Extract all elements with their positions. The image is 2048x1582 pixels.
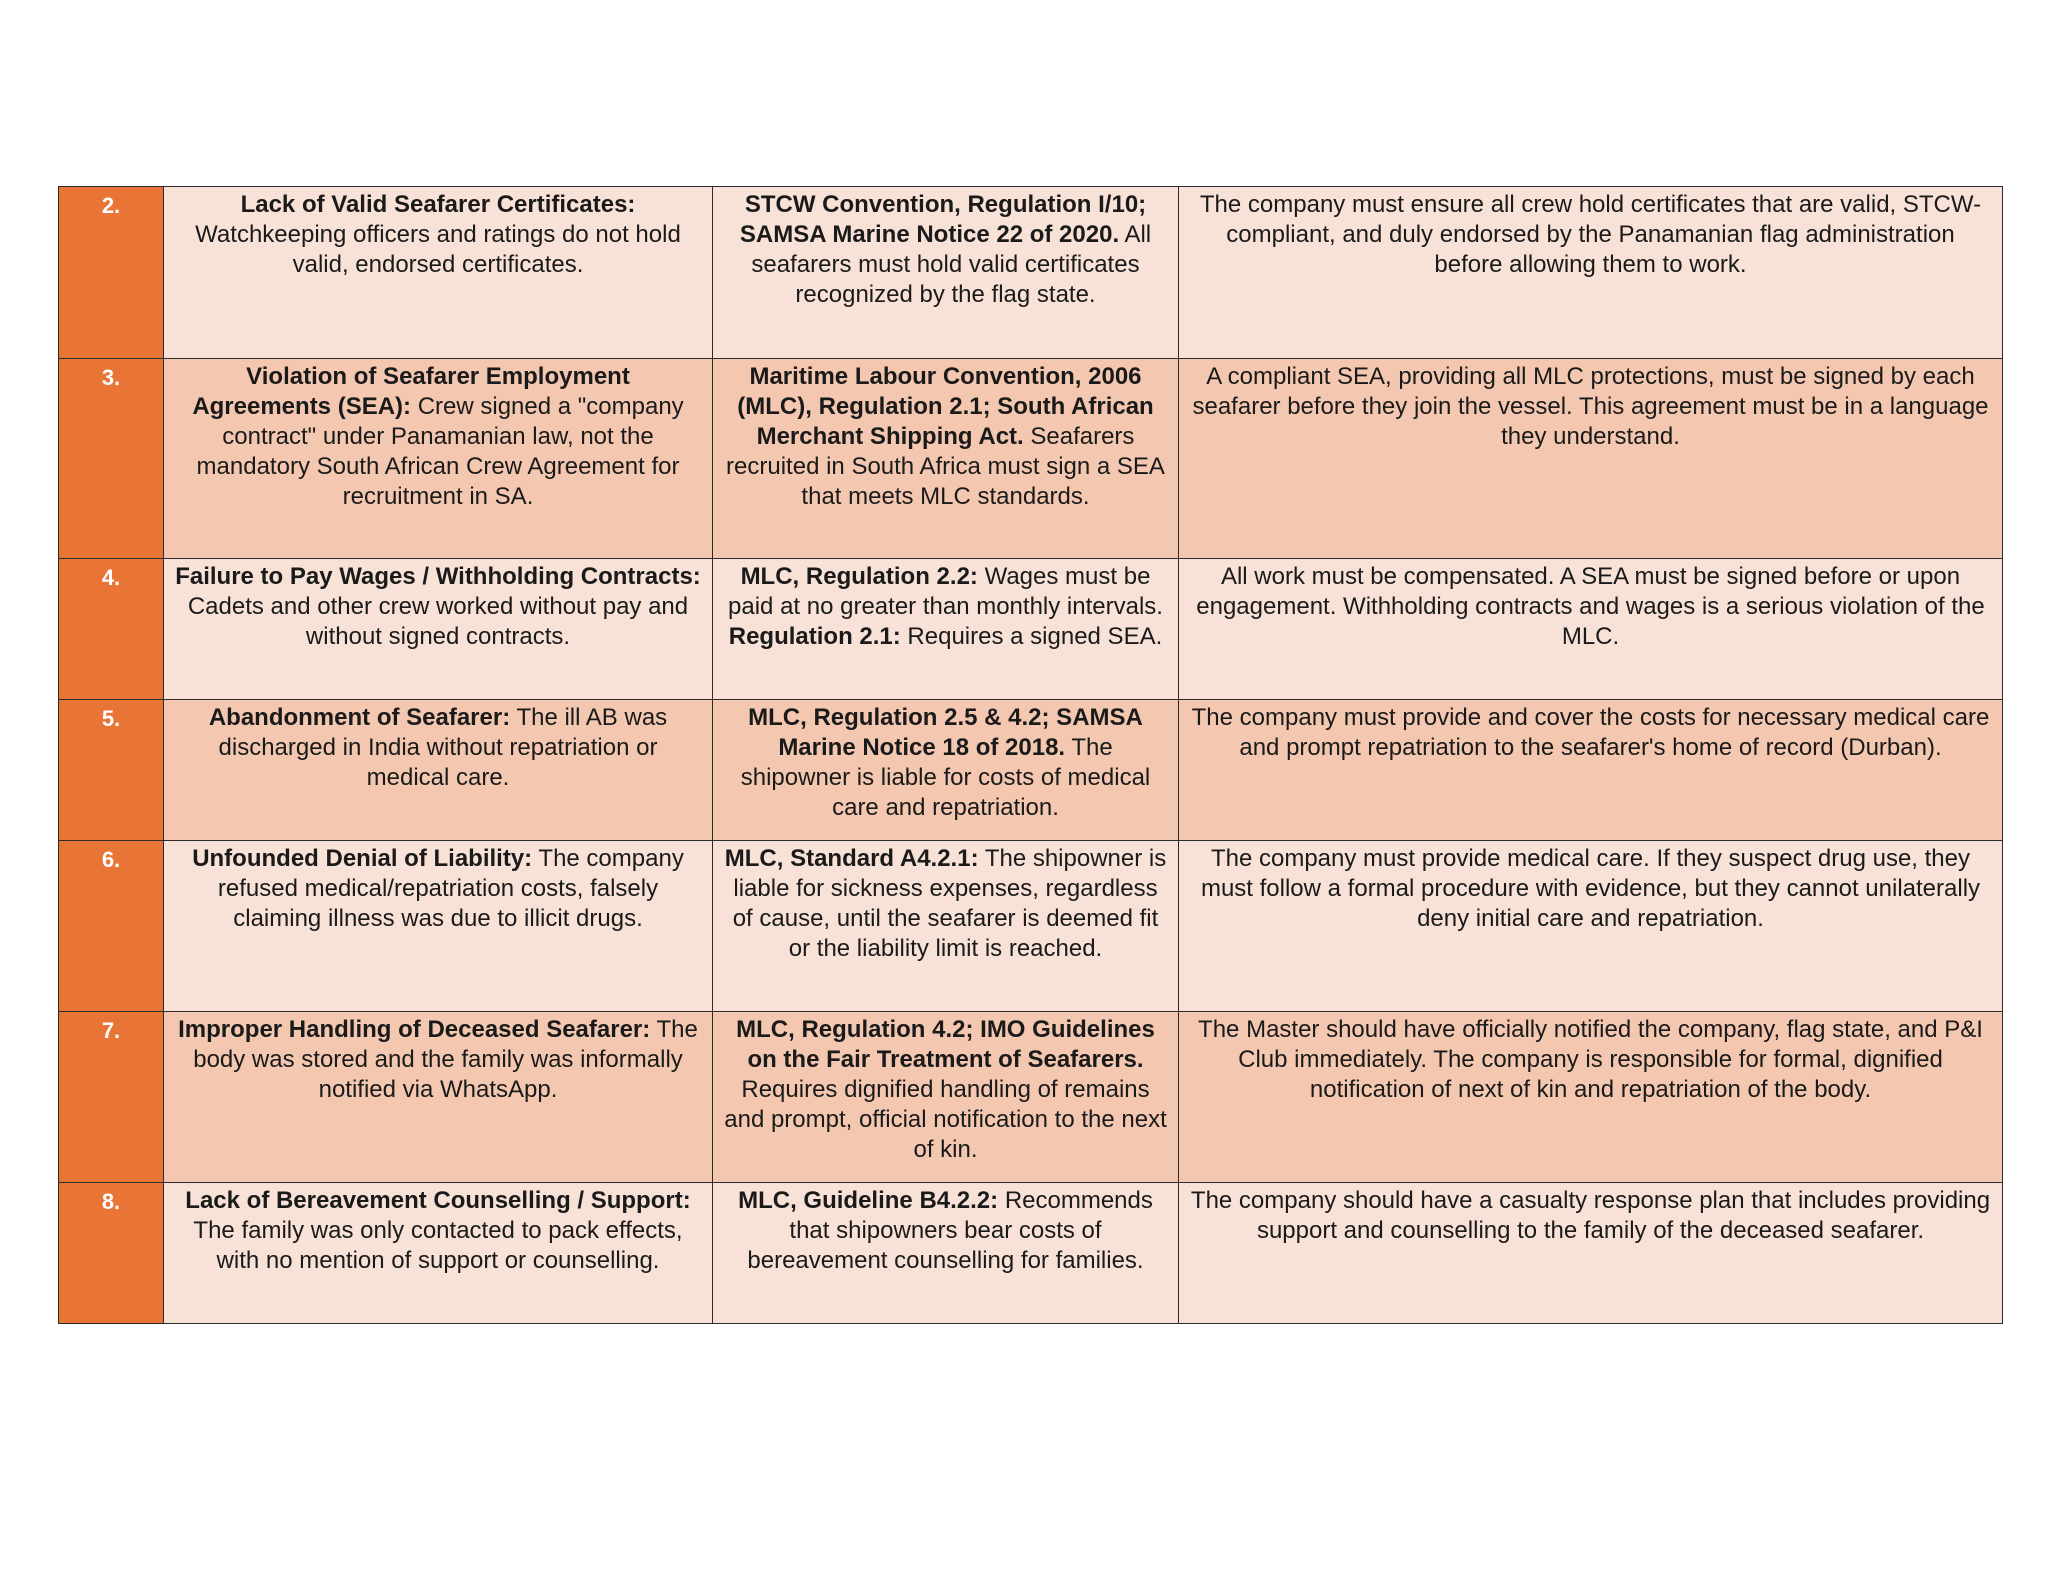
requirement-cell: The company must ensure all crew hold certificates that are valid, STCW-compliant, and duly endorsed by the Panamanian flag administration before allowing them to work. (1179, 187, 2003, 359)
law-reference: Maritime Labour Convention, 2006 (MLC), Regulation 2.1; South African Merchant Shipping Act. (737, 363, 1154, 450)
issue-text: The family was only contacted to pack effects, with no mention of support or counselling. (193, 1217, 683, 1274)
table-row (59, 359, 2003, 559)
issue-text: The body was stored and the family was informally notified via WhatsApp. (193, 1016, 698, 1103)
law-cell (713, 359, 1179, 559)
violations-table (58, 186, 2003, 1324)
row-number: 5. (59, 700, 164, 841)
table-row (59, 841, 2003, 1012)
row-number: 3. (59, 359, 164, 559)
law-text-2: Requires a signed SEA. (900, 623, 1163, 650)
law-reference: MLC, Regulation 2.5 & 4.2; SAMSA Marine Notice 18 of 2018. (748, 704, 1143, 761)
issue-title: Violation of Seafarer Employment Agreements (SEA): (192, 363, 630, 420)
issue-text: The company refused medical/repatriation costs, falsely claiming illness was due to illicit drugs. (217, 845, 684, 932)
law-reference-2: Regulation 2.1: (728, 623, 901, 650)
requirement-cell: The company must provide medical care. If they suspect drug use, they must follow a formal procedure with evidence, but they cannot unilaterally deny initial care and repatriation. (1179, 841, 2003, 1012)
law-cell (713, 1183, 1179, 1324)
issue-title: Lack of Valid Seafarer Certificates: (240, 191, 636, 218)
law-text: Wages must be paid at no greater than monthly intervals. (728, 563, 1163, 620)
law-cell (713, 700, 1179, 841)
requirement-cell: The company must provide and cover the costs for necessary medical care and prompt repatriation to the seafarer's home of record (Durban). (1179, 700, 2003, 841)
issue-title: Improper Handling of Deceased Seafarer: (178, 1016, 651, 1043)
table-row (59, 187, 2003, 359)
issue-text: Crew signed a "company contract" under Panamanian law, not the mandatory South African Crew Agreement for recruitment in SA. (196, 393, 684, 510)
row-number: 7. (59, 1012, 164, 1183)
table-row (59, 700, 2003, 841)
law-text: The shipowner is liable for sickness expenses, regardless of cause, until the seafarer is deemed fit or the liability limit is reached. (732, 845, 1167, 962)
table-row (59, 559, 2003, 700)
law-reference: MLC, Regulation 4.2; IMO Guidelines on the Fair Treatment of Seafarers. (736, 1016, 1155, 1073)
law-text: Seafarers recruited in South Africa must sign a SEA that meets MLC standards. (726, 423, 1165, 510)
row-number: 6. (59, 841, 164, 1012)
law-reference: MLC, Standard A4.2.1: (724, 845, 979, 872)
issue-title: Unfounded Denial of Liability: (192, 845, 533, 872)
law-cell (713, 1012, 1179, 1183)
law-reference: MLC, Regulation 2.2: (740, 563, 978, 590)
row-number: 4. (59, 559, 164, 700)
issue-cell (164, 1012, 713, 1183)
law-cell (713, 559, 1179, 700)
issue-cell (164, 359, 713, 559)
issue-cell (164, 700, 713, 841)
issue-title: Abandonment of Seafarer: (208, 704, 511, 731)
issue-cell (164, 559, 713, 700)
issue-text: Watchkeeping officers and ratings do not hold valid, endorsed certificates. (195, 221, 681, 278)
law-text: Requires dignified handling of remains and prompt, official notification to the next of kin. (724, 1076, 1167, 1163)
requirement-cell: All work must be compensated. A SEA must be signed before or upon engagement. Withholding contracts and wages is a serious violation of the MLC. (1179, 559, 2003, 700)
issue-title: Lack of Bereavement Counselling / Support: (185, 1187, 691, 1214)
issue-cell (164, 187, 713, 359)
issue-cell (164, 841, 713, 1012)
row-number: 8. (59, 1183, 164, 1324)
requirement-cell: A compliant SEA, providing all MLC protections, must be signed by each seafarer before they join the vessel. This agreement must be in a language they understand. (1179, 359, 2003, 559)
issue-title: Failure to Pay Wages / Withholding Contracts: (175, 563, 701, 590)
issue-cell (164, 1183, 713, 1324)
law-reference: STCW Convention, Regulation I/10; SAMSA Marine Notice 22 of 2020. (739, 191, 1147, 248)
law-text: All seafarers must hold valid certificates recognized by the flag state. (751, 221, 1152, 308)
law-cell (713, 187, 1179, 359)
issue-text: Cadets and other crew worked without pay and without signed contracts. (187, 593, 689, 650)
law-text: The shipowner is liable for costs of medical care and repatriation. (740, 734, 1151, 821)
requirement-cell: The company should have a casualty response plan that includes providing support and counselling to the family of the deceased seafarer. (1179, 1183, 2003, 1324)
issue-text: The ill AB was discharged in India without repatriation or medical care. (218, 704, 668, 791)
requirement-cell: The Master should have officially notified the company, flag state, and P&I Club immediately. The company is responsible for formal, dignified notification of next of kin and repatriation of the body. (1179, 1012, 2003, 1183)
row-number: 2. (59, 187, 164, 359)
law-cell (713, 841, 1179, 1012)
law-reference: MLC, Guideline B4.2.2: (738, 1187, 999, 1214)
table-row (59, 1012, 2003, 1183)
table-row (59, 1183, 2003, 1324)
law-text: Recommends that shipowners bear costs of bereavement counselling for families. (747, 1187, 1153, 1274)
